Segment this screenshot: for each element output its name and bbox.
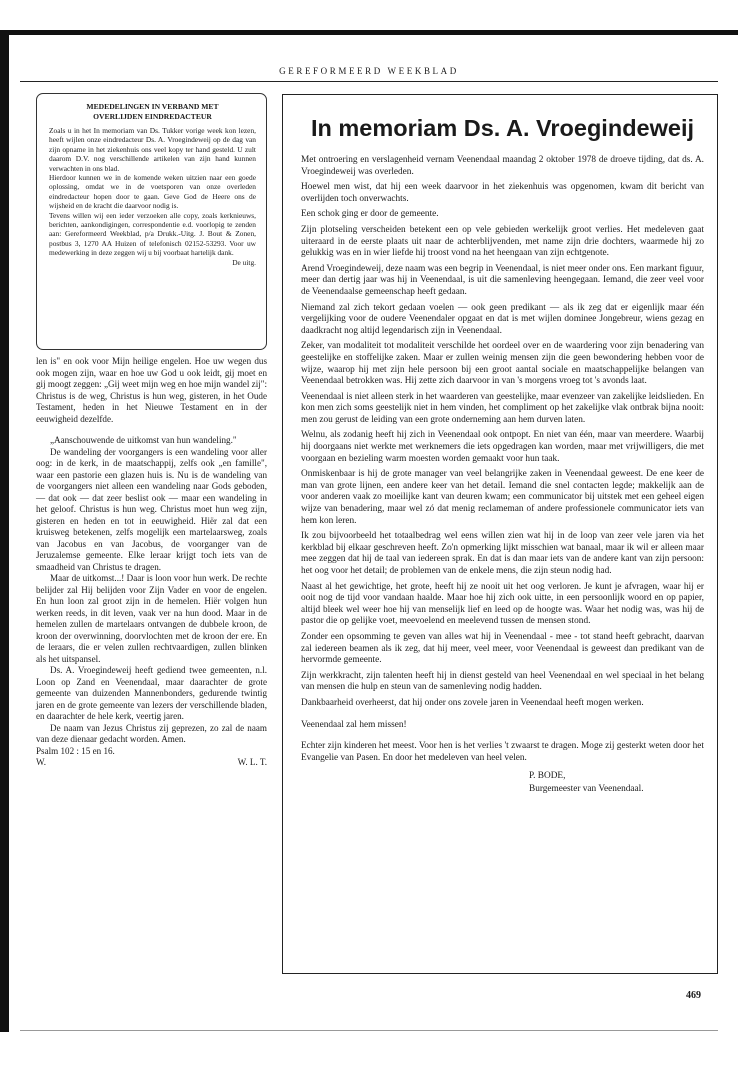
memoriam-closing: Echter zijn kinderen het meest. Voor hen is het verlies 't zwaarst te dragen. Moge zij gesterkt weten door het Evangelie van Pasen. En door het medeleven van heel velen.	[301, 741, 704, 763]
psalm-reference: Psalm 102 : 15 en 16.	[36, 745, 115, 756]
memoriam-paragraph: Niemand zal zich tekort gedaan voelen — ook geen predikant — als ik zeg dat er eigenlijk maar één vergelijking voor de oudere Veenendaler opgaat en dat is met wijlen dominee Jongebreur, wiens gezag en daadkracht nog altijd legendarisch zijn in Veenendaal.	[301, 302, 704, 336]
memoriam-paragraph: Zonder een opsomming te geven van alles wat hij in Veenendaal - mee - tot stand heeft gebracht, daarvan zal iedereen beamen als ik zeg, dat hij meer, veel meer, voor Veenendaal is geweest dan predikant van de hervormde gemeente.	[301, 631, 704, 666]
notice-title-line1: MEDEDELINGEN IN VERBAND MET	[86, 102, 219, 111]
memoriam-paragraph: Zijn plotseling verscheiden betekent een op vele gebieden werkelijk groot verlies. Het medeleven gaat uiteraard in de eerste plaats uit naar de achterblijvenden, met name zijn drie dochters, waarmede hij zo gelukkig was en in wier liefde hij troost vond na het heengaan van zijn echtgenote.	[301, 224, 704, 259]
notice-title-line2: OVERLIJDEN EINDREDACTEUR	[93, 111, 212, 121]
signature-left: W.	[36, 757, 47, 767]
memoriam-paragraph: Met ontroering en verslagenheid vernam Veenendaal maandag 2 oktober 1978 de droeve tijding, dat ds. A. Vroegindeweij was overleden.	[301, 155, 704, 177]
memoriam-paragraph: Ik zou bijvoorbeeld het totaalbedrag wel eens willen zien wat hij in de loop van zeer vele jaren via het kerkblad bij elkaar geschreven heeft. Zo'n opmerking lijkt misschien wat banaal, maar ik wil er alleen maar mee zeggen dat hij de taal van iedereen sprak. En dat is dan maar iets van de andere kant van zijn persoon: het oog voor het detail; de problemen van de enkele mens, die zijn steun nodig had.	[301, 531, 704, 576]
page-number: 469	[686, 990, 701, 1001]
signer-title: Burgemeester van Veenendaal.	[529, 784, 644, 795]
sermon-paragraph: De wandeling der voorgangers is een wandeling voor aller oog: in de kerk, in de maatschappij, zelfs ook „en famille", waar een pastorie een glazen huis is. Nu is de wandeling van de voorgangers niet alleen een wandeling naar Gods geboden, — dat ook — dat zeer beslist ook — maar een wandeling in het geloof. Christus is hun weg. Christus moet hun weg zijn, gisteren en heden en tot in eeuwigheid. Hiër zal dat een kruisweg betekenen, zelfs mogelijk een martelaarsweg, zoals van Jacobus en van Jacobus, de voorganger van de Jeruzalemse gemeente. Elke leraar krijgt toch iets van de smaadheid van Christus te dragen.	[36, 446, 267, 572]
memoriam-paragraph: Arend Vroegindeweij, deze naam was een begrip in Veenendaal, is niet meer onder ons. Een markant figuur, meer dan dertig jaar was hij in Veenendaal, is uit die samenleving heengegaan. Iemand, die zeer veel voor de Veenendaalse gemeenschap heeft gedaan.	[301, 263, 704, 297]
sermon-signature	[36, 757, 267, 769]
top-edge	[0, 30, 738, 35]
running-header: GEREFORMEERD WEEKBLAD	[279, 66, 459, 76]
memoriam-paragraph: Zeker, van modaliteit tot modaliteit verschilde het oordeel over en de waardering voor zijn benadering van geestelijke en stoffelijke zaken. Maar er zullen weinig mensen zijn die geen bewondering hebben voor de wijze, waarop hij met zijn hele persoon bij een groot aantal sociale en maatschappelijke belangen van Veenendaal betrokken was. Hij zette zich daarvoor in van 's morgens vroeg tot 's avonds laat.	[301, 341, 704, 387]
sermon-column	[36, 356, 267, 769]
sermon-quote: „Aanschouwende de uitkomst van hun wandeling."	[50, 435, 237, 445]
sermon-paragraph: De naam van Jezus Christus zij geprezen, zo zal de naam van deze dienaar gedacht worden. Amen.	[36, 722, 267, 744]
sermon-paragraph: len is" en ook voor Mijn heilige engelen. Hoe uw wegen dus ook mogen zijn, waar en hoe uw God u ook leidt, gij moet en gij moogt zeggen: „Gij weet mijn weg en hoe mijn wandel zij": Christus is de weg, Christus is hun weg, gisteren, in het Oude Testament, heden in het Nieuwe Testament en in der eeuwigheid dezelfde.	[36, 356, 267, 424]
notice-box	[36, 93, 267, 350]
memoriam-paragraph: Hoewel men wist, dat hij een week daarvoor in het ziekenhuis was opgenomen, kwam dit bericht van overlijden toch onverwachts.	[301, 182, 704, 204]
memoriam-paragraph: Zijn werkkracht, zijn talenten heeft hij in dienst gesteld van heel Veenendaal en wel speciaal in het belang van mensen die hulp en steun van de samenleving nodig hadden.	[301, 670, 704, 693]
memoriam-signature	[529, 770, 704, 796]
memoriam-paragraph: Naast al het gewichtige, het grote, heeft hij ze nooit uit het oog verloren. Je kunt je afvragen, waar hij er ooit nog de tijd voor vandaan haalde. Maar hoe hij zich ook uitte, in een persoonlijk woord en op papier, altijd bleek wel weer hoe hij van menselijk lief en leed op de hoogte was. Waar het nodig was, was hij de pastor die op gelijke voet, meevoelend en meelevend tussen de mensen stond.	[301, 581, 704, 627]
binding-edge	[0, 32, 9, 1032]
signer-name: P. BODE,	[529, 771, 566, 782]
notice-paragraph: Zoals u in het In memoriam van Ds. Tukker vorige week kon lezen, heeft wijlen onze eindredacteur Ds. A. Vroegindeweij op de dag van zijn opname in het ziekenhuis ons veel kopy ter hand gesteld. U zult daarom D.V. nog verschillende artikelen van zijn hand kunnen verwachten in ons blad.	[49, 126, 256, 173]
memoriam-paragraph: Veenendaal is niet alleen sterk in het waarderen van geestelijke, maar evenzeer van zakelijke leidslieden. En kon men zich soms geestelijk niet in hem vinden, het compliment op het zakelijke vlak ontbrak bijna nooit: men zou gerust de leiding van een grote onderneming aan hem durven laten.	[301, 391, 704, 425]
sermon-paragraph: Ds. A. Vroegindeweij heeft gediend twee gemeenten, n.l. Loon op Zand en Veenendaal, maar daarachter de grote gemeente van duizenden Mannenbonders, gedurende twintig jaren en de grote gemeente van lezers der verschillende bladen, en daarachter de hele kerk, veertig jaren.	[36, 665, 267, 721]
notice-signoff: De uitg.	[232, 257, 256, 267]
memoriam-paragraph: Onmiskenbaar is hij de grote manager van veel belangrijke zaken in Veenendaal geweest. De ene keer de man van grote lijnen, een andere keer van het detail. Iemand die snel contacten legde; makkelijk aan de voor anderen vaak zo moeilijke kant van deuren kwam; een communicator bij uitstek met een geheel eigen wijze van benadering, maar wel zó dat menig reclameman of andere professionele communicator iets van hem kon leren.	[301, 469, 704, 526]
memoriam-title: In memoriam Ds. A. Vroegindeweij	[310, 115, 695, 141]
notice-paragraph: Tevens willen wij een ieder verzoeken alle copy, zoals kerknieuws, berichten, aankondigingen, correspondentie e.d. voorlopig te zenden aan: Gereformeerd Weekblad, p/a Drukk.-Uitg. J. Bout & Zonen, postbus 3, 1270 AA Huizen of telefonisch 02152-53293. Voor uw medewerking in deze zeggen wij u bij voorbaat hartelijk dank.	[49, 210, 256, 258]
memoriam-paragraph: Dankbaarheid overheerst, dat hij onder ons zovele jaren in Veenendaal heeft mogen werken.	[301, 697, 644, 708]
notice-paragraph: Hierdoor kunnen we in de komende weken uitzien naar een goede oplossing, omdat we in de voetsporen van onze overleden eindredacteur hopen door te gaan. Geve God de Heere ons de wijsheid en de kracht die daarvoor nodig is.	[49, 173, 256, 211]
memoriam-paragraph: Welnu, als zodanig heeft hij zich in Veenendaal ook ontpopt. En niet van één, maar van meerdere. Waarbij hij doorgaans niet werkte met werknemers die iets opgedragen kan worden, maar met vrijwilligers, die met voorgaan en bezieling warm moesten worden gemaakt voor hun taak.	[301, 430, 704, 464]
signature-right: W. L. T.	[237, 757, 267, 767]
memoriam-missed: Veenendaal zal hem missen!	[301, 719, 407, 730]
bottom-edge	[20, 1030, 718, 1031]
header-rule	[20, 81, 718, 82]
memoriam-paragraph: Een schok ging er door de gemeente.	[301, 209, 439, 220]
sermon-paragraph: Maar de uitkomst...! Daar is loon voor hun werk. De rechte belijder zal Hij belijden voor Zijn Vader en voor de engelen. En hun loon zal groot zijn in de hemelen. Hiër volgen hun werken reeds, in dit leven, vaak ver na hun dood. Maar in de hemelen zullen de martelaars ontvangen de dubbele kroon, de kroon der overwinning, doorvlochten met de kroon der ere. En de leraars, die er velen zullen rechtvaardigen, zullen blinken als het uitspansel.	[36, 573, 267, 664]
memoriam-frame	[282, 94, 718, 974]
